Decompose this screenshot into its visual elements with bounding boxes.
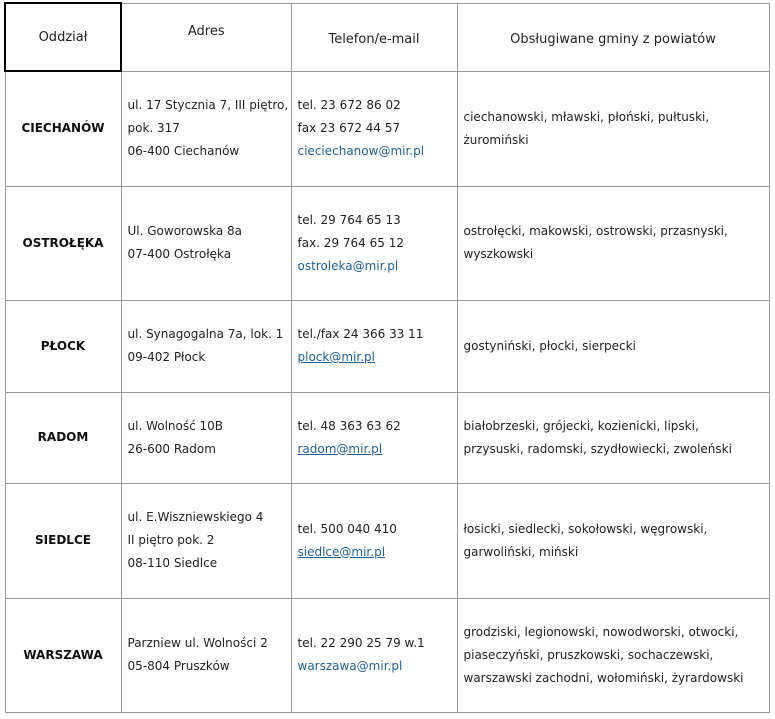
- branch-name: SIEDLCE: [5, 483, 121, 598]
- phone-line: tel. 500 040 410: [297, 521, 397, 536]
- address-line: ul. Wolność 10B: [127, 418, 224, 433]
- branch-address: [121, 392, 291, 483]
- address-line: 07-400 Ostrołęka: [127, 247, 232, 261]
- phone-line: tel. 29 764 65 13: [297, 212, 401, 227]
- header-branch: Oddział: [5, 3, 121, 71]
- branch-address: [121, 300, 291, 392]
- address-line: 08-110 Siedlce: [127, 556, 218, 570]
- communes-text: grodziski, legionowski, nowodworski, otwocki, piaseczyński, pruszkowski, sochaczewski, warszawski zachodni, wołomiński, żyrardowski: [463, 624, 744, 685]
- communes-text: ostrołęcki, makowski, ostrowski, przasnyski, wyszkowski: [463, 224, 728, 261]
- branch-name: WARSZAWA: [5, 598, 121, 712]
- branch-address: [121, 483, 291, 598]
- branch-contact: [291, 392, 457, 483]
- branch-name: OSTROŁĘKA: [5, 186, 121, 300]
- email-link[interactable]: ostroleka@mir.pl: [297, 258, 399, 273]
- communes-text: gostyniński, płocki, sierpecki: [463, 338, 636, 353]
- table-row: [5, 598, 769, 712]
- branch-communes: [457, 300, 769, 392]
- address-line: Ul. Goworowska 8a: [127, 224, 243, 238]
- address-line: Parzniew ul. Wolności 2: [127, 636, 268, 650]
- email-link[interactable]: siedlce@mir.pl: [297, 544, 386, 559]
- branch-contact: [291, 483, 457, 598]
- header-contact: Telefon/e-mail: [291, 3, 457, 71]
- communes-text: ciechanowski, mławski, płoński, pułtuski, żuromiński: [463, 109, 710, 147]
- table-row: [5, 392, 769, 483]
- branch-communes: [457, 598, 769, 712]
- branch-address: [121, 186, 291, 300]
- branch-contact: [291, 186, 457, 300]
- phone-line: fax. 29 764 65 12: [297, 235, 404, 250]
- branch-address: [121, 71, 291, 186]
- header-communes: Obsługiwane gminy z powiatów: [457, 3, 769, 71]
- address-line: ul. 17 Stycznia 7, III piętro,: [127, 98, 289, 112]
- branch-communes: [457, 483, 769, 598]
- address-line: 26-600 Radom: [127, 441, 216, 456]
- header-address: Adres: [121, 3, 291, 71]
- branch-contact: [291, 598, 457, 712]
- address-line: 05-804 Pruszków: [127, 659, 230, 673]
- table-row: [5, 186, 769, 300]
- address-line: II piętro pok. 2: [127, 533, 215, 547]
- branch-communes: [457, 71, 769, 186]
- phone-line: tel. 48 363 63 62: [297, 418, 401, 433]
- email-link[interactable]: warszawa@mir.pl: [297, 659, 403, 673]
- table-row: [5, 300, 769, 392]
- phone-line: tel. 22 290 25 79 w.1: [297, 636, 425, 650]
- branches-table: [4, 2, 770, 713]
- branch-name: PŁOCK: [5, 300, 121, 392]
- communes-text: białobrzeski, grójecki, kozienicki, lipski, przysuski, radomski, szydłowiecki, zwoleński: [463, 418, 732, 456]
- address-line: ul. E.Wiszniewskiego 4: [127, 510, 264, 524]
- header-row: [5, 3, 769, 71]
- branch-communes: [457, 186, 769, 300]
- table-row: [5, 483, 769, 598]
- branch-communes: [457, 392, 769, 483]
- branch-contact: [291, 300, 457, 392]
- branch-name: CIECHANÓW: [5, 71, 121, 186]
- branch-contact: [291, 71, 457, 186]
- email-link[interactable]: plock@mir.pl: [297, 350, 375, 364]
- phone-line: tel. 23 672 86 02: [297, 98, 401, 112]
- phone-line: fax 23 672 44 57: [297, 121, 401, 135]
- address-line: pok. 317: [127, 121, 180, 135]
- address-line: 06-400 Ciechanów: [127, 144, 240, 158]
- communes-text: łosicki, siedlecki, sokołowski, węgrowski, garwoliński, miński: [463, 521, 708, 559]
- phone-line: tel./fax 24 366 33 11: [297, 327, 424, 341]
- address-line: 09-402 Płock: [127, 350, 206, 364]
- table-row: [5, 71, 769, 186]
- branch-address: [121, 598, 291, 712]
- address-line: ul. Synagogalna 7a, lok. 1: [127, 327, 284, 341]
- email-link[interactable]: cieciechanow@mir.pl: [297, 144, 425, 158]
- branch-name: RADOM: [5, 392, 121, 483]
- email-link[interactable]: radom@mir.pl: [297, 441, 383, 456]
